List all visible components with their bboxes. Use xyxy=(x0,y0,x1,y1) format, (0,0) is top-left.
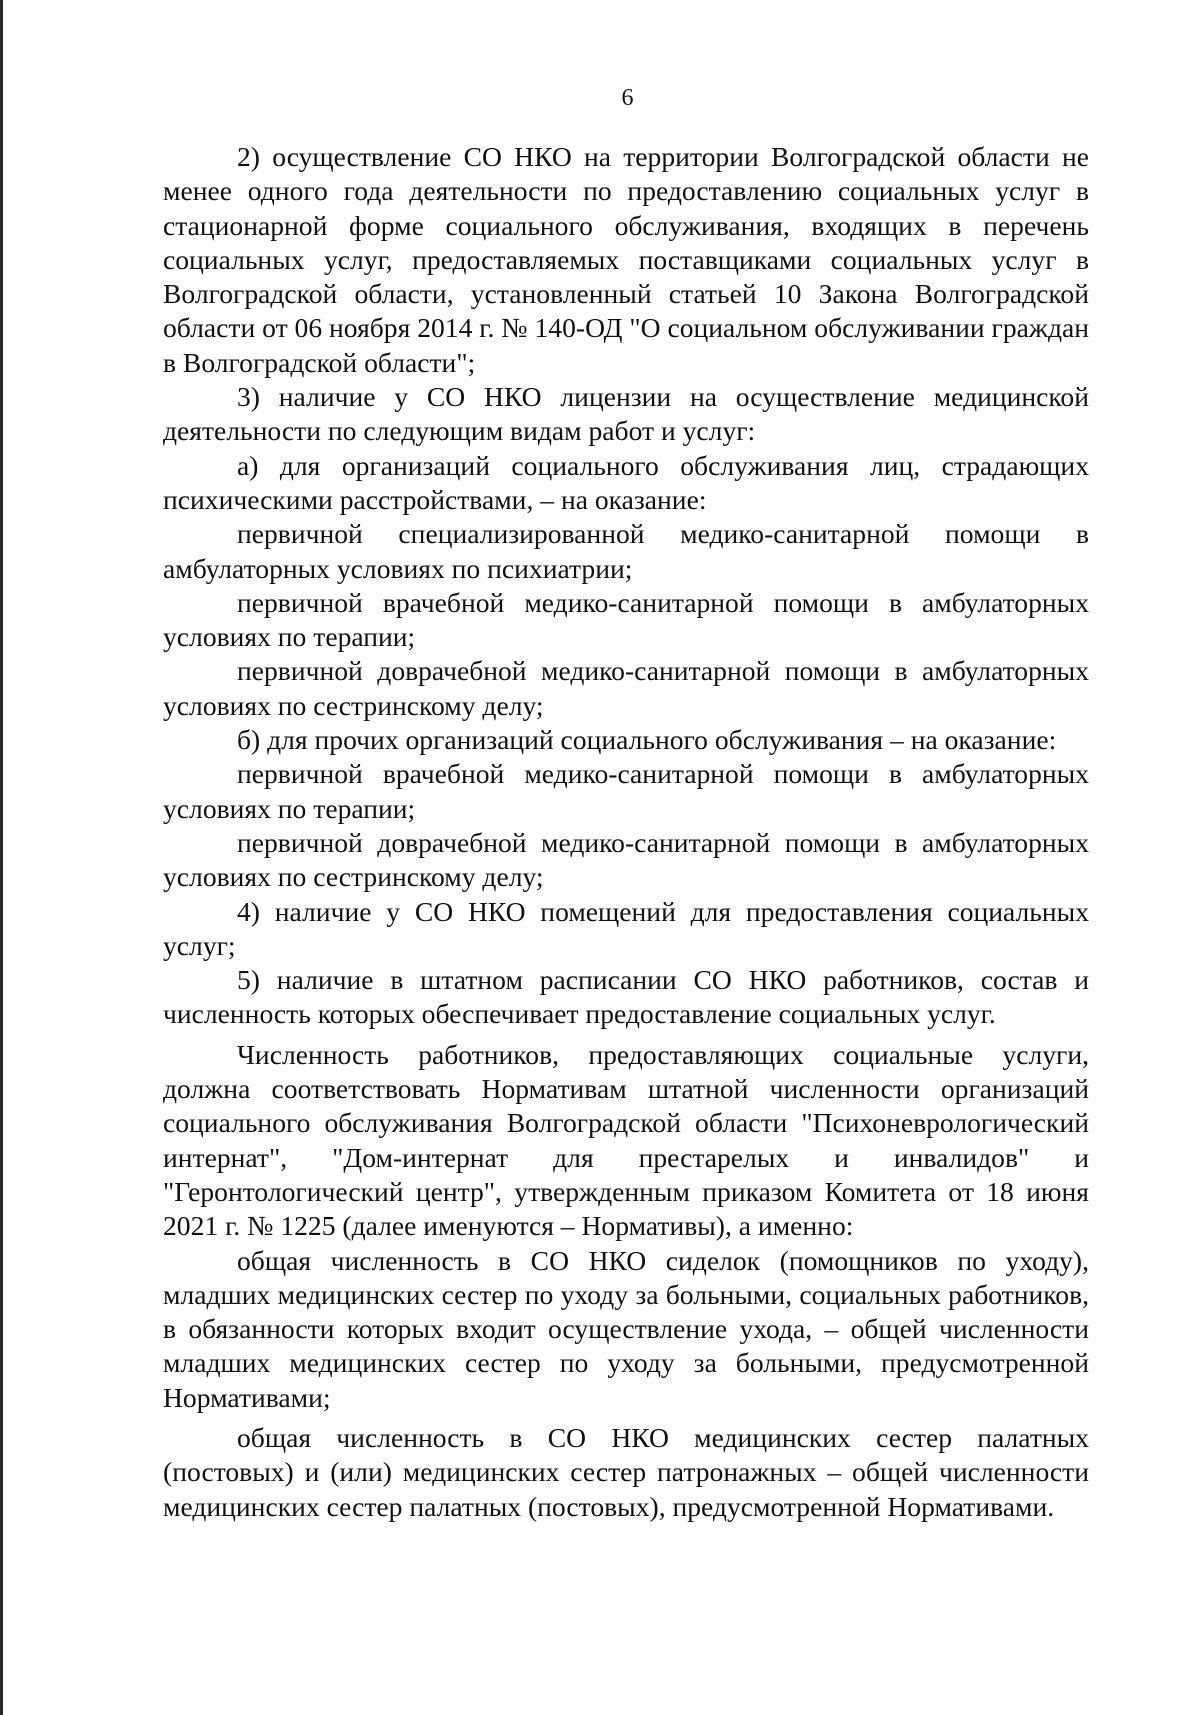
document-body xyxy=(163,140,1089,1524)
paragraph-nursing-b: первичной доврачебной медико-санитарной помощи в амбулаторных условиях по сестринскому делу; xyxy=(163,826,1089,893)
paragraph-item-5: 5) наличие в штатном расписании СО НКО работников, состав и численность которых обеспечивает предоставление социальных услуг. xyxy=(163,964,1089,1030)
scan-edge-line xyxy=(0,0,3,1715)
paragraph-item-2: 2) осуществление СО НКО на территории Волгоградской области не менее одного года деятельности по предоставлению социальных услуг в стационарной форме социального обслуживания, входящих в перечень социальных услуг, предоставляемых поставщиками социальных услуг в Волгоградской области, установленный статьей 10 Закона Волгоградской области от 06 ноября 2014 г. № 140-ОД "О социальном обслуживании граждан в Волгоградской области"; xyxy=(163,141,1089,378)
paragraph-psychiatry: первичной специализированной медико-санитарной помощи в амбулаторных условиях по психиатрии; xyxy=(163,518,1089,584)
paragraph-nursing-a: первичной доврачебной медико-санитарной помощи в амбулаторных условиях по сестринскому делу; xyxy=(163,655,1089,721)
paragraph-therapy-b: первичной врачебной медико-санитарной помощи в амбулаторных условиях по терапии; xyxy=(163,758,1089,824)
paragraph-staff-count: Численность работников, предоставляющих социальные услуги, должна соответствовать Нормативам штатной численности организаций социального обслуживания Волгоградской области "Психоневрологический интернат", "Дом-интернат для престарелых и инвалидов" и "Геронтологический центр", утвержденным приказом Комитета от 18 июня 2021 г. № 1225 (далее именуются – Нормативы), а именно: xyxy=(163,1038,1089,1242)
paragraph-item-3a: а) для организаций социального обслуживания лиц, страдающих психическими расстройствами, – на оказание: xyxy=(163,449,1089,515)
paragraph-caregivers-count: общая численность в СО НКО сиделок (помощников по уходу), младших медицинских сестер по уходу за больными, социальных работников, в обязанности которых входит осуществление ухода, – общей численности младших медицинских сестер по уходу за больными, предусмотренной Нормативами; xyxy=(163,1244,1089,1413)
paragraph-item-4: 4) наличие у СО НКО помещений для предоставления социальных услуг; xyxy=(163,895,1089,961)
paragraph-therapy-a: первичной врачебной медико-санитарной помощи в амбулаторных условиях по терапии; xyxy=(163,586,1089,653)
paragraph-item-3: 3) наличие у СО НКО лицензии на осуществление медицинской деятельности по следующим видам работ и услуг: xyxy=(163,381,1089,447)
paragraph-nurses-count: общая численность в СО НКО медицинских сестер палатных (постовых) и (или) медицинских сестер патронажных – общей численности медицинских сестер палатных (постовых), предусмотренной Нормативами. xyxy=(163,1421,1089,1522)
page-number: 6 xyxy=(621,85,634,111)
paragraph-item-3b: б) для прочих организаций социального обслуживания – на оказание: xyxy=(237,724,1057,756)
